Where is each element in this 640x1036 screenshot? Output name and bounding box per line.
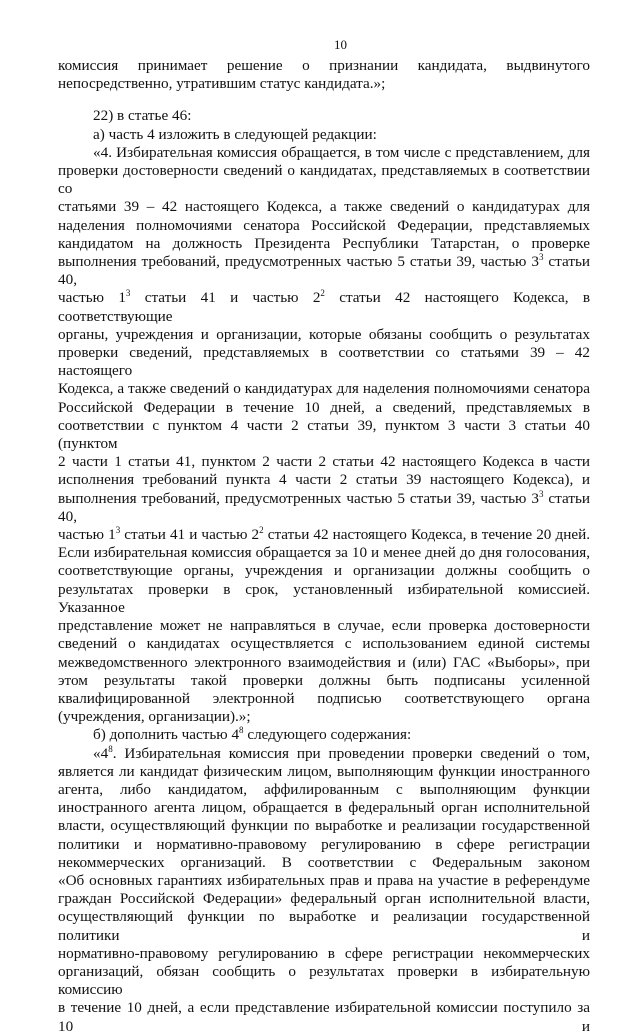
text-line: наделения полномочиями сенатора Российской Федерации, представляемых <box>58 216 590 234</box>
superscript: 3 <box>538 488 544 499</box>
text-line: частью $1^3$ статьи 41 и частью $2^2$ статьи 42 настоящего Кодекса, в соответствующие <box>58 288 591 325</box>
superscript: 8 <box>239 725 244 736</box>
text-line: нормативно-правовому регулированию в сфере регистрации некоммерческих <box>58 944 590 962</box>
text-line: кандидатом на должность Президента Республики Татарстан, о проверке <box>58 234 590 252</box>
text-line: соответствии с пунктом 4 части 2 статьи 39, пунктом 3 части 3 статьи 40 (пунктом <box>58 416 590 453</box>
superscript: 2 <box>259 525 264 536</box>
text-line: организаций, обязан сообщить о результатах проверки в избирательную комиссию <box>58 962 590 999</box>
text-line: Если избирательная комиссия обращается за 10 и менее дней до дня голосования, <box>58 544 590 562</box>
text-line: политики и нормативно-правовому регулированию в сфере регистрации <box>58 835 590 853</box>
text-line: «$4^8$. Избирательная комиссия при проведении проверки сведений о том, <box>93 743 590 762</box>
text-line: межведомственного электронного взаимодействия и (или) ГАС «Выборы», при <box>58 653 590 671</box>
document-body <box>58 57 590 1036</box>
page-number: 10 <box>334 37 347 52</box>
text-line: агента, либо кандидатом, аффилированным с выполняющим функции <box>58 780 590 798</box>
text-line: сведений о кандидатах осуществляется с использованием единой системы <box>58 635 590 653</box>
text-line: представление может не направляться в случае, если проверка достоверности <box>58 617 590 635</box>
superscript: 2 <box>320 288 325 299</box>
text-line: «4. Избирательная комиссия обращается, в том числе с представлением, для <box>93 143 590 161</box>
text-line: результатах проверки в срок, установленный избирательной комиссией. Указанное <box>58 580 590 616</box>
text-line: является ли кандидат физическим лицом, выполняющим функции иностранного <box>58 762 590 780</box>
text-line: проверки сведений, представляемых в соответствии со статьями 39 – 42 настоящего <box>58 344 590 380</box>
subitem-a-heading: а) часть 4 изложить в следующей редакции: <box>93 125 377 143</box>
superscript: 3 <box>538 252 544 263</box>
text-line: органы, учреждения и организации, которые обязаны сообщить о результатах <box>58 325 590 343</box>
text-line: соответствующие органы, учреждения и организации должны сообщить о <box>58 562 590 580</box>
part-4-8-text <box>58 745 590 1036</box>
text-line: иностранного агента лицом, обращается в федеральный орган исполнительной <box>58 799 590 817</box>
text-line: «Об основных гарантиях избирательных прав и права на участие в референдуме <box>58 871 590 889</box>
text-line: этом результаты такой проверки должны быть подписаны усиленной <box>58 671 590 689</box>
text-line: выполнения требований, предусмотренных частью 5 статьи 39, частью $3^3$ статьи 40, <box>58 488 591 525</box>
text-line: выполнения требований, предусмотренных частью 5 статьи 39, частью $3^3$ статьи 40, <box>58 252 591 289</box>
paragraph-continuation: комиссия принимает решение о признании кандидата, выдвинутого непосредственно, утратившим статус кандидата.»; <box>58 57 590 93</box>
text-line: Кодекса, а также сведений о кандидатурах для наделения полномочиями сенатора <box>58 380 590 398</box>
text-line: (учреждения, организации).»; <box>58 708 251 726</box>
text-line: частью $1^3$ статьи 41 и частью $2^2$ статьи 42 настоящего Кодекса, в течение 20 дней. <box>58 525 590 544</box>
text-line: Российской Федерации в течение 10 дней, а сведений, представляемых в <box>58 398 590 416</box>
subitem-b-heading: б) дополнить частью $4^8$ следующего содержания: <box>93 725 412 744</box>
text-line: проверки достоверности сведений о кандидатах, представляемых в соответствии со <box>58 162 590 198</box>
text-line: власти, осуществляющий функции по выработке и реализации государственной <box>58 817 590 835</box>
text-line: статьями 39 – 42 настоящего Кодекса, а также сведений о кандидатурах для <box>58 198 590 216</box>
superscript: 3 <box>125 288 131 299</box>
text-line: осуществляющий функции по выработке и реализации государственной политики и <box>58 908 590 944</box>
text-line: исполнения требований пункта 4 части 2 статьи 39 настоящего Кодекса), и <box>58 471 590 489</box>
document-page <box>58 0 591 1035</box>
text-line: граждан Российской Федерации» федеральный орган исполнительной власти, <box>58 890 590 908</box>
item-22-heading: 22) в статье 46: <box>93 107 192 125</box>
part-4-text <box>58 144 590 727</box>
text-line: в течение 10 дней, а если представление избирательной комиссии поступило за 10 и <box>58 999 590 1035</box>
text-line: квалифицированной электронной подписью соответствующего органа <box>58 689 590 707</box>
text-line: некоммерческих организаций. В соответствии с Федеральным законом <box>58 853 590 871</box>
text-line: 2 части 1 статьи 41, пунктом 2 части 2 статьи 42 настоящего Кодекса в части <box>58 453 590 471</box>
superscript: 8 <box>108 743 113 754</box>
superscript: 3 <box>115 525 121 536</box>
